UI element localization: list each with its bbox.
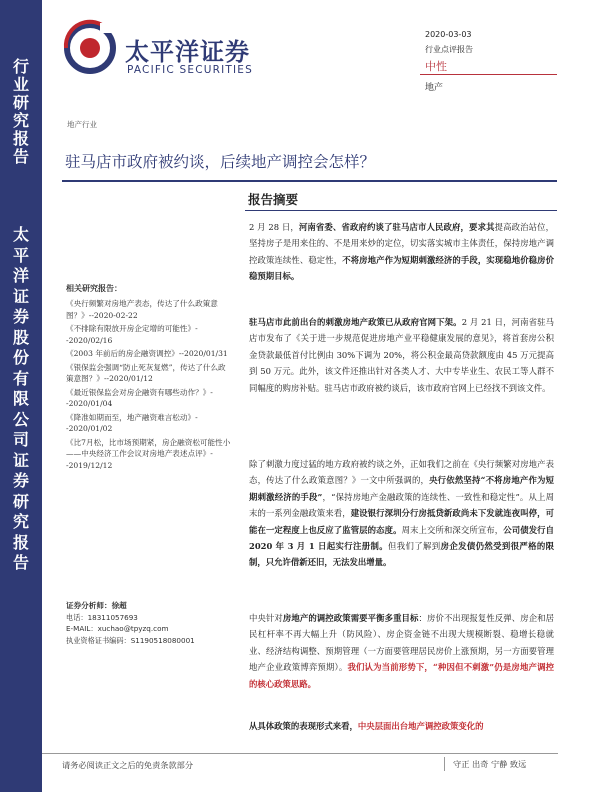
band-char: 券 xyxy=(12,307,29,326)
band-char: 平 xyxy=(12,245,29,265)
header-divider xyxy=(420,74,557,75)
paragraph-5 xyxy=(249,718,554,734)
band-char: 业 xyxy=(12,75,29,94)
analyst-phone-row xyxy=(66,612,231,624)
p3-bold: 央行依然坚持“不将房地产作为短期刺激经济的手段” xyxy=(249,475,554,502)
paragraph-2 xyxy=(249,314,554,396)
p3-text-4: 但我们了解到 xyxy=(388,541,441,552)
p4-text: 中央针对 xyxy=(249,613,283,623)
band-char: 有 xyxy=(12,368,29,388)
p3-bold-2: 建设银行深圳分行房抵贷新政尚未下发就连夜叫停，可能在一定程度上也反应了监管层的态度。 xyxy=(249,508,555,535)
band-char: 太 xyxy=(12,225,29,244)
rating-label: 中性 xyxy=(425,60,447,73)
band-char: 股 xyxy=(12,327,29,347)
p5-bold: 从具体政策的表现形式来看， xyxy=(249,721,358,731)
analyst-email-row xyxy=(66,623,231,635)
band-char: 限 xyxy=(12,389,29,408)
band-label-industry-report xyxy=(0,58,42,166)
analyst-name: 徐超 xyxy=(111,601,127,610)
band-char: 报 xyxy=(12,129,29,148)
phone-label: 电话： xyxy=(66,612,88,622)
band-char: 研 xyxy=(12,491,29,511)
analyst-heading: 证券分析师： xyxy=(66,601,112,610)
related-report-item: 《央行频繁对房地产表态，传达了什么政策意图？》--2020-02-22 xyxy=(66,299,218,320)
band-char: 报 xyxy=(12,532,29,552)
logo-english-name: PACIFIC SECURITIES xyxy=(127,64,254,76)
pacific-logo-icon xyxy=(62,18,118,74)
footer-divider xyxy=(42,753,558,754)
p4-bold: 房地产的调控政策需要平衡多重目标 xyxy=(282,613,419,623)
license-label: 执业资格证书编码： xyxy=(66,635,131,645)
band-char: 证 xyxy=(12,286,29,306)
license-value: S1190518080001 xyxy=(130,635,195,645)
band-char: 份 xyxy=(12,348,29,367)
band-char: 公 xyxy=(12,409,29,429)
report-date: 2020-03-03 xyxy=(425,30,472,39)
related-report-item: 《最近银保监会对房企融资有哪些动作？》--2020/01/04 xyxy=(66,387,213,408)
related-report-item: 《比7月松，比市场预期紧，房企融资松可能性小——中央经济工作会议对房地产表述点评》--2019/12/12 xyxy=(66,437,231,470)
p1-bold: 河南省委、省政府约谈了驻马店市人民政府，要求其 xyxy=(298,222,495,232)
band-char: 证 xyxy=(12,450,29,470)
analyst-license-row xyxy=(66,635,231,647)
band-char: 券 xyxy=(12,471,29,490)
band-char: 司 xyxy=(12,430,29,449)
footer-motto: 守正 出奇 宁静 致远 xyxy=(444,757,526,771)
related-report-item: 《2003 年前后的房企融资调控》--2020/01/31 xyxy=(66,349,228,358)
band-char: 行 xyxy=(12,57,29,76)
related-reports-list xyxy=(66,298,231,473)
band-char: 究 xyxy=(12,512,29,531)
p3-text: 除了刺激力度过猛的地方政府被约谈之外，正如我们之前在《央行频繁对房地产表态，传达了什么政策意图？》一文中所强调的， xyxy=(249,459,554,486)
analyst-row xyxy=(66,600,231,612)
report-type: 行业点评报告 xyxy=(425,45,473,54)
band-char: 究 xyxy=(12,111,29,130)
related-report-item: 《降准如期而至，地产融资难言松动》--2020/01/02 xyxy=(66,412,198,433)
logo-chinese-name: 太平洋证券 xyxy=(125,38,250,66)
p3-bold-3: 公司债发行自 2020 年 3 月 1 日起实行注册制。 xyxy=(249,524,555,552)
band-char: 告 xyxy=(12,147,29,166)
related-report-item: 《银保监会强调“防止死灰复燃”，传达了什么政策意图？》--2020/01/12 xyxy=(66,362,226,383)
p2-bold: 驻马店市此前出台的刺激房地产政策已从政府官网下架。 xyxy=(249,317,462,327)
footer-disclaimer: 请务必阅读正文之后的免责条款部分 xyxy=(62,760,194,770)
paragraph-4 xyxy=(249,610,554,692)
email-link[interactable]: xuchao@tpyzq.com xyxy=(97,624,169,633)
p2-text: 2 月 21 日，河南省驻马店市发布了《关于进一步规范促进房地产业平稳健康发展的意见》，将首套房公积金贷款最低首付比例由 30%下调为 20%，将公积金最高贷款额度由 45 万元提高到 50 万元。此外，该文件还推出针对各类人才、大中专毕业生、农民工等人群不同幅度的购房补贴。驻马店市政府被约谈后，该市政府官网上已经找不到该文件。 xyxy=(249,317,555,393)
related-reports-heading: 相关研究报告： xyxy=(66,283,122,293)
related-report-item: 《不排除有限放开房企定增的可能性》--2020/02/16 xyxy=(66,324,198,345)
p3-text-3: 周末上交所和深交所宣布， xyxy=(401,524,504,535)
phone-value: 18311057693 xyxy=(87,612,138,622)
p3-text-2: ，“保持房地产金融政策的连续性、一致性和稳定性”。从上周末的一系列金融政策来看， xyxy=(249,491,554,519)
p1-text: 2 月 28 日， xyxy=(249,222,299,232)
page-title: 驻马店市政府被约谈，后续地产调控会怎样？ xyxy=(65,153,376,171)
breadcrumb: 地产行业 xyxy=(67,120,97,129)
paragraph-3 xyxy=(249,456,554,571)
abstract-divider xyxy=(245,210,557,211)
band-char: 告 xyxy=(12,553,29,572)
abstract-heading: 报告摘要 xyxy=(248,192,299,207)
band-char: 研 xyxy=(12,93,29,112)
sector-label: 地产 xyxy=(425,83,444,93)
analyst-block xyxy=(66,600,231,646)
p1-text-2: 提高政治站位，坚持房子是用来住的、不是用来炒的定位，切实落实城市主体责任，保持房地产调控政策连续性、稳定性， xyxy=(249,222,555,265)
paragraph-1 xyxy=(249,219,554,285)
p4-highlight: 我们认为当前形势下，“种因但不刺激”仍是房地产调控的核心政策思路。 xyxy=(249,662,554,689)
p4-text-2: ：房价不出现报复性反弹、房企和居民杠杆率不再大幅上升（防风险）、房企资金链不出现大规模断裂、稳增长稳就业、经济结构调整、预期管理（一方面要管理居民房价上涨预期，另一方面要管理地产企业政策博弈预期）。 xyxy=(249,613,555,673)
band-char: 洋 xyxy=(12,266,29,285)
p1-bold-2: 不将房地产作为短期刺激经济的手段，实现稳地价稳房价稳预期目标。 xyxy=(249,254,555,282)
p5-highlight: 中央层面出台地产调控政策变化的 xyxy=(357,721,484,731)
title-divider xyxy=(62,180,557,182)
p3-bold-4: 房企发债仍然受到很严格的限制，只允许借新还旧，无法发出增量。 xyxy=(249,541,555,568)
email-label: E-MAIL： xyxy=(66,624,98,633)
band-label-company xyxy=(0,225,42,574)
